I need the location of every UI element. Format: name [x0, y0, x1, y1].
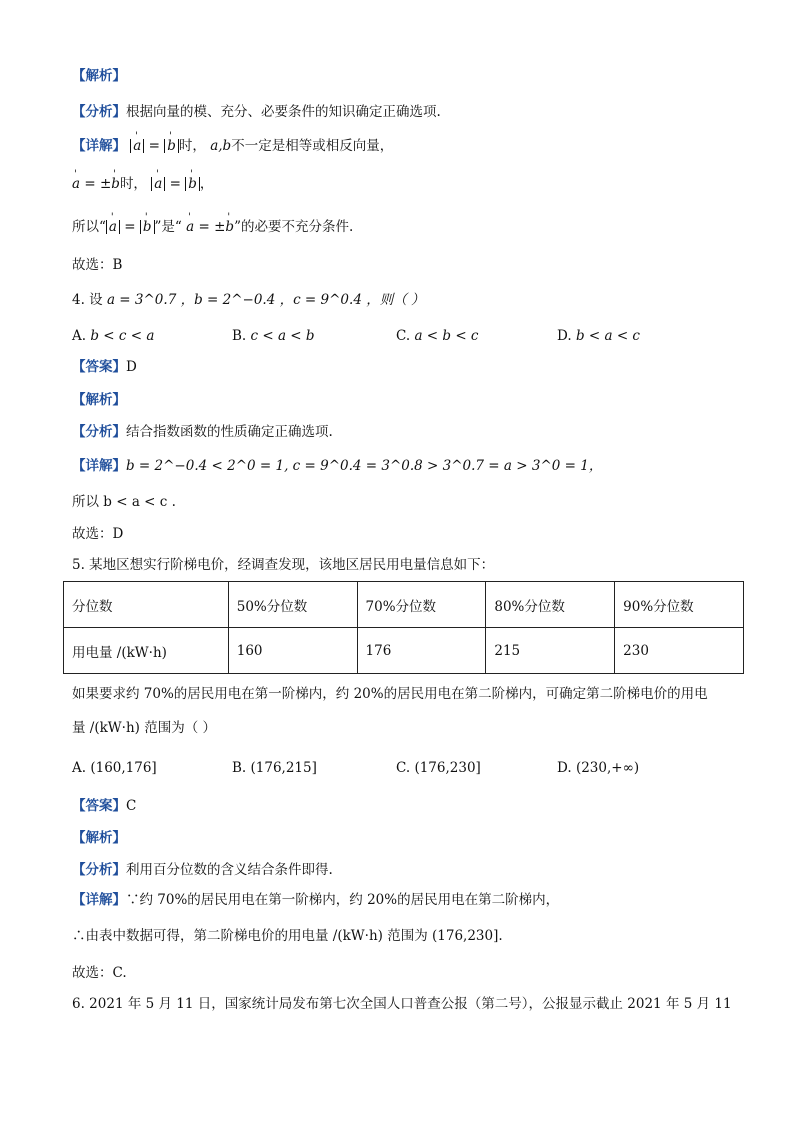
q4-option-c: C. a < b < c	[396, 328, 479, 344]
q3-fenxi	[72, 102, 441, 122]
q4-fenxi: 【分析】结合指数函数的性质确定正确选项.	[72, 424, 333, 440]
q4-answer: 故选：D	[72, 526, 124, 542]
table-header-row	[64, 582, 744, 628]
q5-option-c: C. (176,230]	[396, 760, 481, 776]
xiangjie-tag: 【详解】	[72, 138, 126, 154]
q5-continuation-1: 如果要求约 70%的居民用电在第一阶梯内，约 20%的居民用电在第二阶梯内，可确定第二阶梯电价的用电	[72, 686, 708, 702]
q4-stem-math: a = 3^0.7 ，b = 2^−0.4 ，c = 9^0.4 ，则（ ）	[106, 292, 425, 308]
q5-answer: 故选：C.	[72, 965, 127, 981]
table-cell: 90%分位数	[615, 582, 744, 628]
table-cell: 70%分位数	[357, 582, 486, 628]
vectors-ab: a,b	[210, 138, 232, 154]
table-row	[64, 628, 744, 674]
q4-stem: 4. 设 a = 3^0.7 ，b = 2^−0.4 ，c = 9^0.4 ，则（ ）	[72, 292, 425, 308]
usage-table	[63, 581, 744, 674]
q4-jiexi-tag: 【解析】	[72, 392, 126, 408]
table-cell: 分位数	[64, 582, 229, 628]
q3-xiangjie-line1: 【详解】 ' a = ' b 时， a,b不一定是相等或相反向量，	[72, 136, 393, 156]
q4-conclusion: 所以 b < a < c .	[72, 494, 176, 510]
q4-option-b: B. c < a < b	[232, 328, 315, 344]
q3-jiexi-tag: 【解析】	[72, 68, 126, 84]
q5-jiexi-tag: 【解析】	[72, 830, 126, 846]
norm-b: ' b	[140, 220, 155, 234]
q5-xiangjie: 【详解】∵约 70%的居民用电在第一阶梯内，约 20%的居民用电在第二阶梯内，	[72, 892, 560, 908]
q5-conclusion: ∴由表中数据可得，第二阶梯电价的用电量 /(kW·h) 范围为 (176,230].	[72, 928, 503, 944]
table-cell: 80%分位数	[486, 582, 615, 628]
norm-a: ' a	[130, 139, 144, 153]
norm-b: ' b	[185, 177, 200, 191]
q4-daan: 【答案】D	[72, 359, 137, 375]
norm-b: ' b	[164, 139, 179, 153]
table-cell: 176	[357, 628, 486, 674]
table-cell: 160	[228, 628, 357, 674]
q6-stem: 6. 2021 年 5 月 11 日，国家统计局发布第七次全国人口普查公报（第二号），公报显示截止 2021 年 5 月 11	[72, 996, 732, 1012]
norm-a: ' a	[151, 177, 165, 191]
table-cell: 215	[486, 628, 615, 674]
q5-daan: 【答案】C	[72, 798, 137, 814]
q3-answer: 故选：B	[72, 257, 123, 273]
q5-option-d: D. (230,+∞)	[557, 760, 640, 776]
q3-xiangjie-line2: ' a = ±' b时， ' a = ' b ，	[72, 174, 213, 194]
q5-option-b: B. (176,215]	[232, 760, 317, 776]
q5-continuation-2: 量 /(kW·h) 范围为（ ）	[72, 720, 216, 736]
q4-option-a: A. b < c < a	[72, 328, 155, 344]
fenxi-tag: 【分析】	[72, 104, 126, 120]
q4-option-d: D. b < a < c	[557, 328, 640, 344]
fenxi-text: 根据向量的模、充分、必要条件的知识确定正确选项.	[126, 104, 441, 120]
q5-stem: 5. 某地区想实行阶梯电价，经调查发现，该地区居民用电量信息如下：	[72, 557, 495, 573]
table-cell: 用电量 /(kW·h)	[64, 628, 229, 674]
q4-xiangjie: 【详解】b = 2^−0.4 < 2^0 = 1, c = 9^0.4 = 3^0.8 > 3^0.7 = a > 3^0 = 1，	[72, 458, 603, 474]
table-cell: 230	[615, 628, 744, 674]
q5-fenxi: 【分析】利用百分位数的含义结合条件即得.	[72, 862, 333, 878]
norm-a: ' a	[106, 220, 120, 234]
q5-option-a: A. (160,176]	[72, 760, 157, 776]
table-cell: 50%分位数	[228, 582, 357, 628]
q3-xiangjie-line3: 所以“' a = ' b ”是“ ' a = ±' b”的必要不充分条件.	[72, 217, 353, 237]
